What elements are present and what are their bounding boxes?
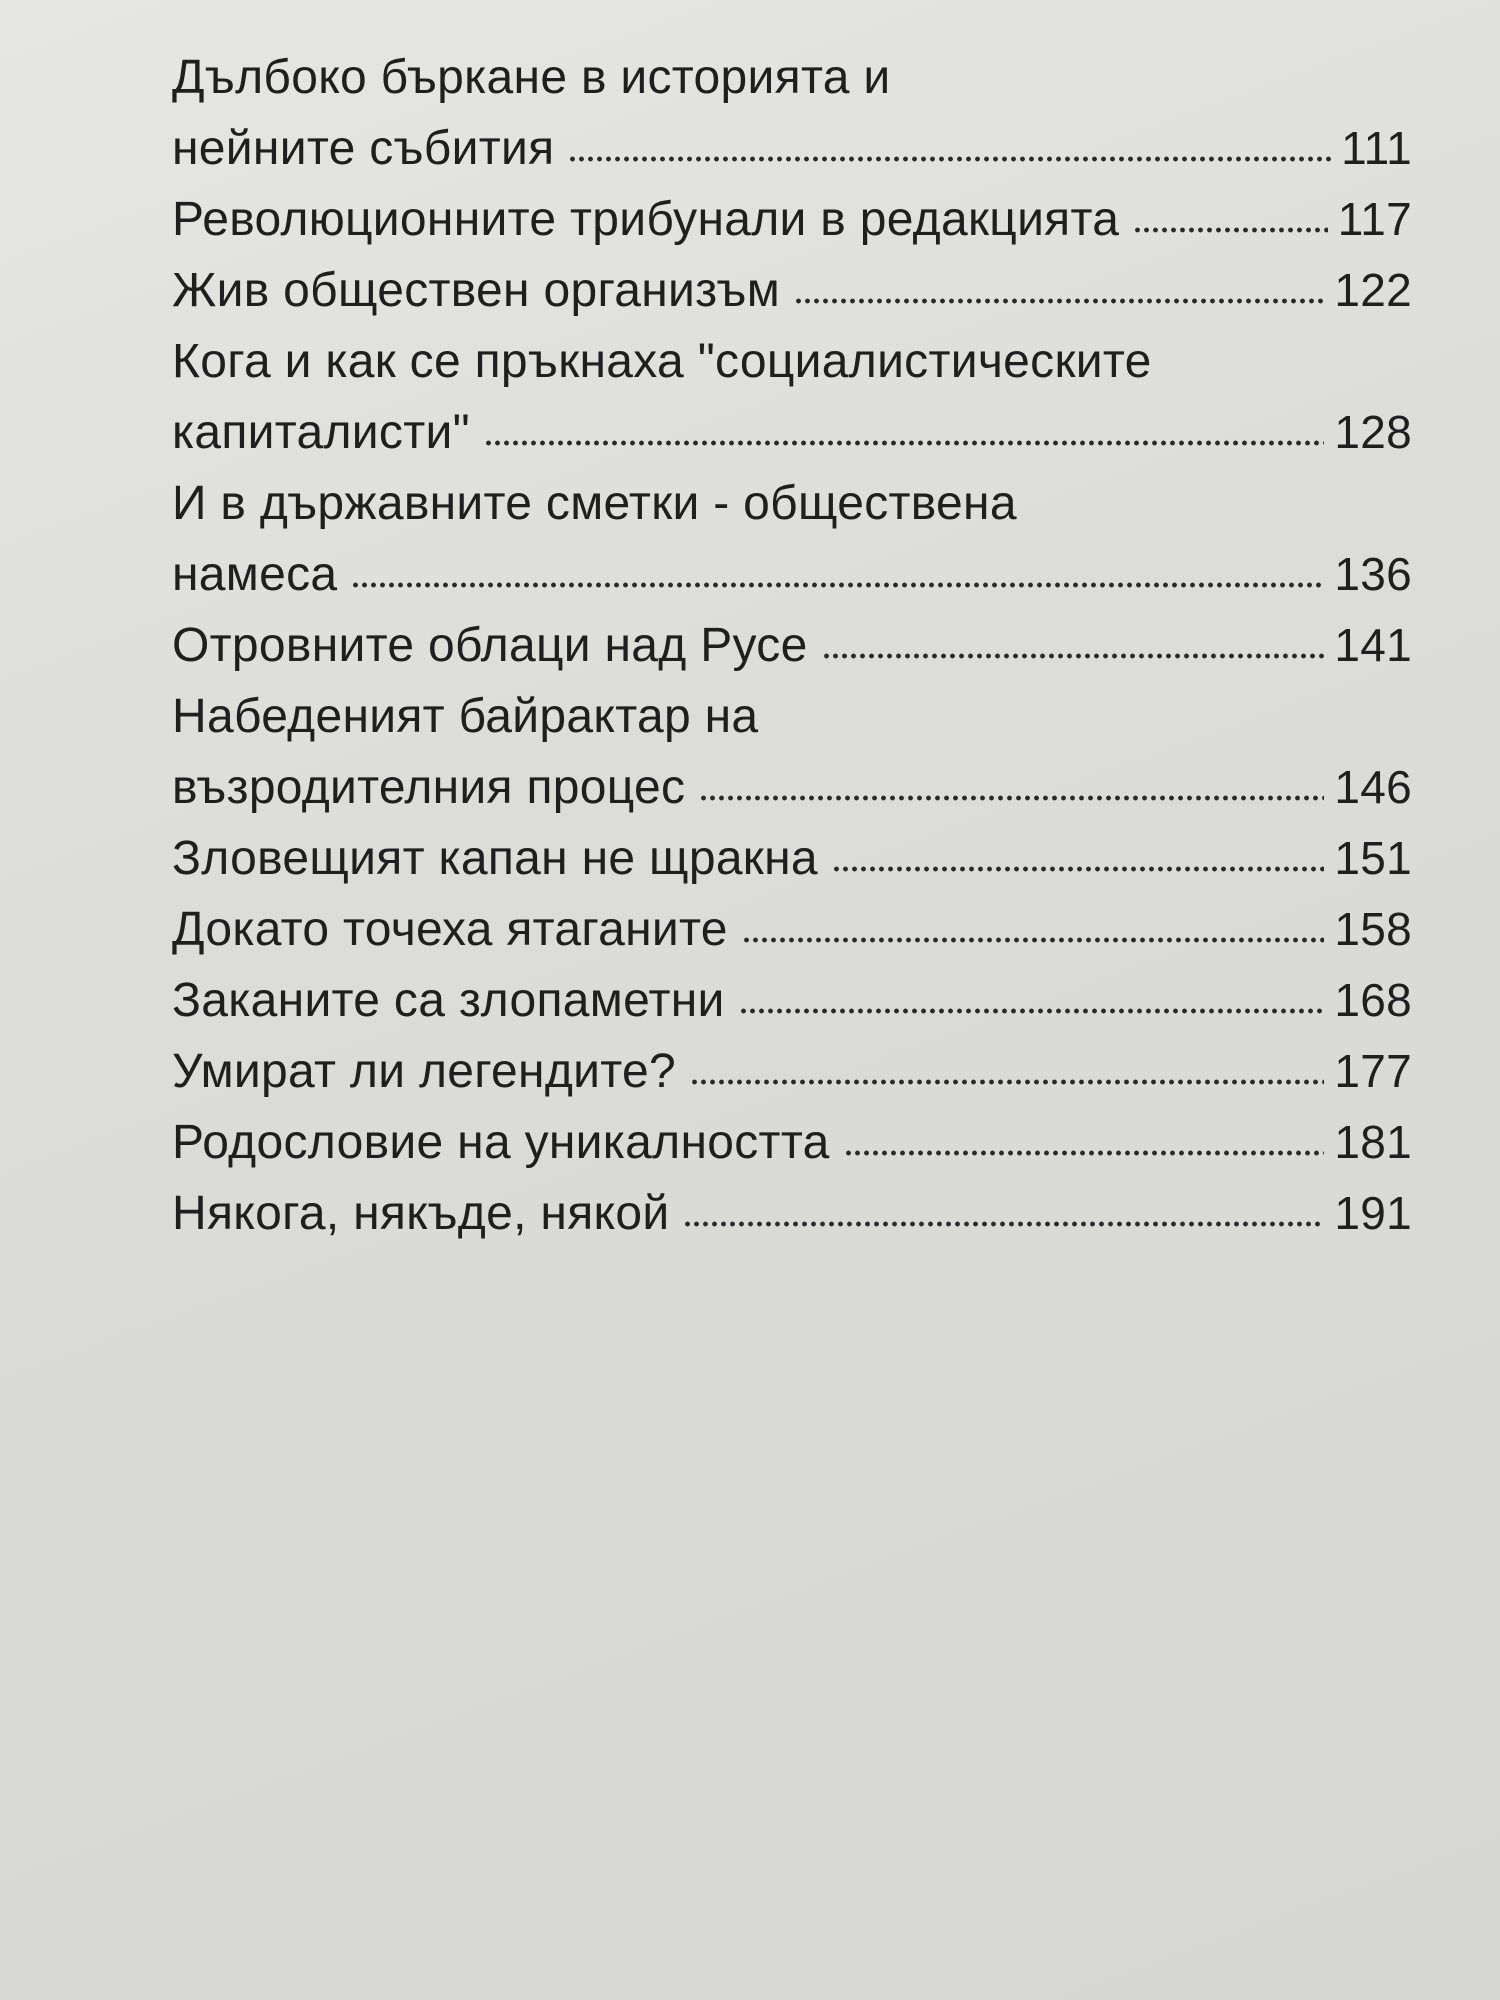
- toc-entry-title: възродителния процес: [172, 761, 686, 814]
- toc-entry: [172, 326, 1412, 468]
- toc-entry-title: капиталисти": [172, 406, 470, 459]
- toc-entry-last-line: [172, 894, 1412, 965]
- toc-entry: [172, 468, 1412, 610]
- dot-leader: [484, 440, 1324, 446]
- dot-leader: [794, 298, 1324, 304]
- dot-leader: [568, 156, 1331, 162]
- toc-page-number: 177: [1334, 1045, 1412, 1097]
- toc-page-number: 146: [1334, 761, 1412, 813]
- toc-entry-last-line: [172, 539, 1412, 610]
- toc-entry-title-line: Кога и как се пръкнаха "социалистическите: [172, 335, 1152, 388]
- toc-entry-title: Заканите са злопаметни: [172, 974, 725, 1027]
- toc-entry-title: Някога, някъде, някой: [172, 1187, 670, 1240]
- dot-leader: [832, 866, 1324, 872]
- toc-entry-title: Родословие на уникалността: [172, 1116, 830, 1169]
- dot-leader: [844, 1150, 1325, 1156]
- toc-entry: [172, 681, 1412, 823]
- toc-entry-last-line: [172, 1178, 1412, 1249]
- dot-leader: [822, 653, 1325, 659]
- toc-entry-last-line: [172, 184, 1412, 255]
- toc-entry-last-line: [172, 1036, 1412, 1107]
- toc-page-number: 128: [1334, 406, 1412, 458]
- toc-entry-title: Отровните облаци над Русе: [172, 619, 808, 672]
- toc-page-number: 158: [1334, 903, 1412, 955]
- toc-page-number: 181: [1334, 1116, 1412, 1168]
- toc-entry-last-line: [172, 113, 1412, 184]
- dot-leader: [699, 795, 1324, 801]
- toc-entry-title: Жив обществен организъм: [172, 264, 781, 317]
- toc-entry-last-line: [172, 823, 1412, 894]
- toc-page-number: 151: [1334, 832, 1412, 884]
- toc-page-number: 122: [1334, 264, 1412, 316]
- dot-leader: [683, 1221, 1324, 1227]
- toc-entry-title-line: Дълбоко бъркане в историята и: [172, 51, 891, 104]
- toc-entry-title: Революционните трибунали в редакцията: [172, 193, 1120, 246]
- toc-entry-last-line: [172, 397, 1412, 468]
- toc-entry-title: нейните събития: [172, 122, 555, 175]
- toc-entry-last-line: [172, 1107, 1412, 1178]
- toc-entry: [172, 894, 1412, 965]
- toc-page-number: 141: [1334, 619, 1412, 671]
- dot-leader: [690, 1079, 1324, 1085]
- toc-page-number: 191: [1334, 1187, 1412, 1239]
- toc-entry: [172, 42, 1412, 184]
- dot-leader: [351, 582, 1324, 588]
- toc-page-number: 136: [1334, 548, 1412, 600]
- table-of-contents: [172, 42, 1412, 1249]
- toc-page-number: 117: [1337, 193, 1412, 245]
- toc-entry: [172, 255, 1412, 326]
- toc-entry-title-line: И в държавните сметки - обществена: [172, 477, 1017, 530]
- toc-entry-title: Зловещият капан не щракна: [172, 832, 818, 885]
- dot-leader: [739, 1008, 1325, 1014]
- toc-entry: [172, 610, 1412, 681]
- toc-page-number: 168: [1334, 974, 1412, 1026]
- dot-leader: [742, 937, 1325, 943]
- toc-entry-title-line: Набеденият байрактар на: [172, 690, 759, 743]
- toc-entry: [172, 1036, 1412, 1107]
- toc-entry: [172, 823, 1412, 894]
- toc-entry-last-line: [172, 965, 1412, 1036]
- toc-entry: [172, 1107, 1412, 1178]
- toc-entry-title: Умират ли легендите?: [172, 1045, 676, 1098]
- toc-entry: [172, 965, 1412, 1036]
- dot-leader: [1133, 227, 1328, 233]
- toc-entry: [172, 184, 1412, 255]
- toc-entry-last-line: [172, 610, 1412, 681]
- toc-entry-title: намеса: [172, 548, 338, 601]
- toc-entry-title: Докато точеха ятаганите: [172, 903, 728, 956]
- toc-entry-last-line: [172, 752, 1412, 823]
- toc-entry-last-line: [172, 255, 1412, 326]
- toc-entry: [172, 1178, 1412, 1249]
- toc-page-number: 111: [1341, 122, 1412, 174]
